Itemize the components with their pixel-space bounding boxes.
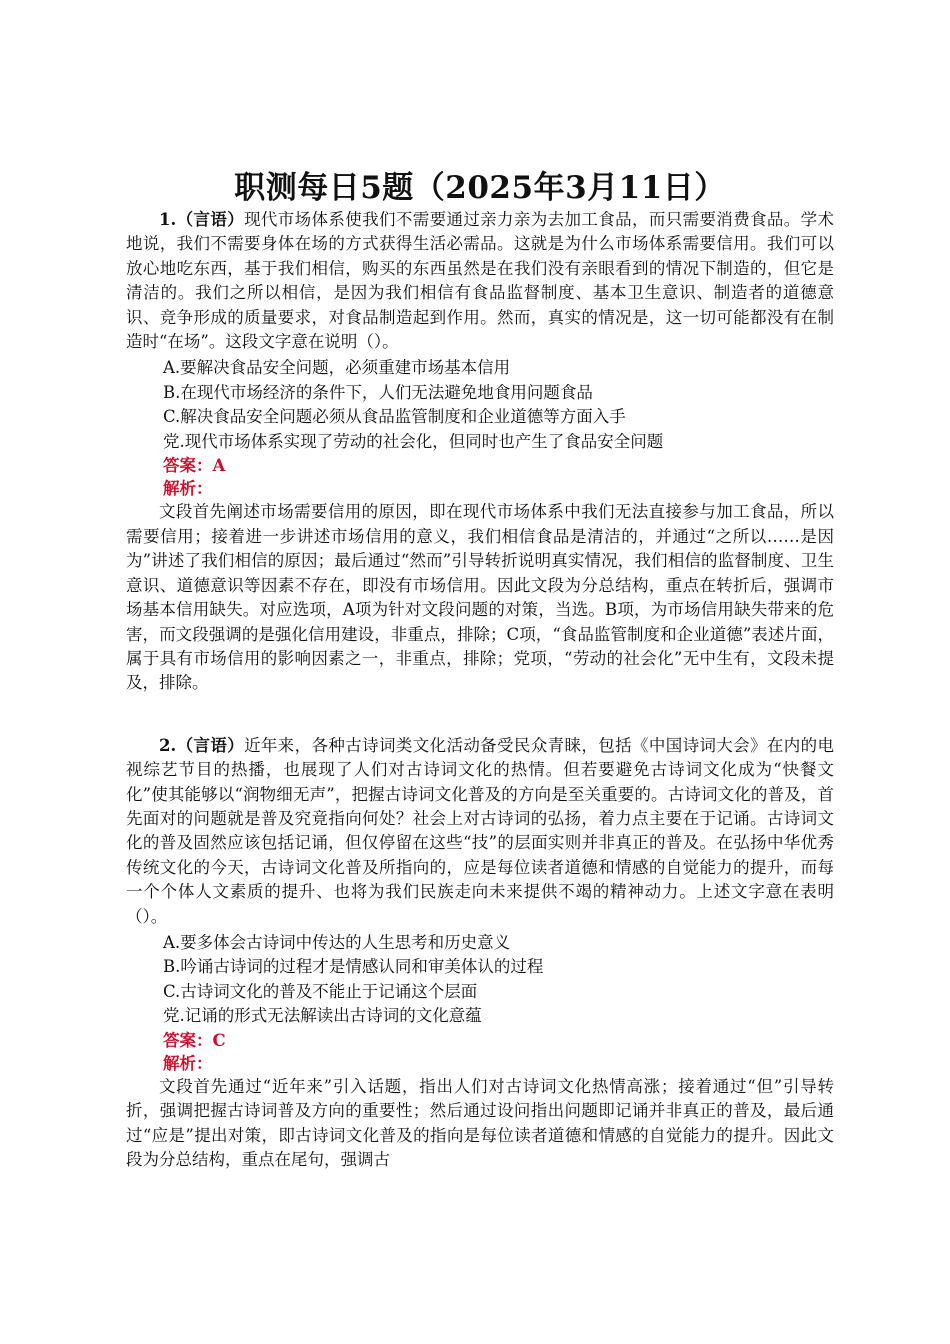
question-number: 1.（言语） (159, 210, 245, 229)
document-page (126, 168, 834, 1173)
question-text: 现代市场体系使我们不需要通过亲力亲为去加工食品，而只需要消费食品。学术地说，我们不需要身体在场的方式获得生活必需品。这就是为什么市场体系需要信用。我们可以放心地吃东西，基于我们相信，购买的东西虽然是在我们没有亲眼看到的情况下制造的，但它是清洁的。我们之所以相信，是因为我们相信有食品监督制度、基本卫生意识、制造者的道德意识、竞争形成的质量要求，对食品制造起到作用。然而，真实的情况是，这一切可能都没有在制造时“在场”。这段文字意在说明（）。 (126, 210, 834, 352)
question-number: 2.（言语） (159, 735, 245, 755)
question-stem (126, 208, 834, 354)
analysis-text: 文段首先通过“近年来”引入话题，指出人们对古诗词文化热情高涨；接着通过“但”引导转折，强调把握古诗词普及方向的重要性；然后通过设问指出问题即记诵并非真正的普及，最后通过“应是”提出对策，即古诗词文化普及的指向是每位读者道德和情感的自觉能力的提升。因此文段为分总结构，重点在尾句，强调古 (126, 1077, 834, 1170)
option-c: C.解决食品安全问题必须从食品监管制度和企业道德等方面入手 (163, 407, 626, 427)
option-d: 党.记诵的形式无法解读出古诗词的文化意蕴 (163, 1006, 482, 1026)
analysis-title: 解析： (163, 479, 213, 499)
answer: 答案：C (163, 1030, 226, 1050)
question-stem (126, 734, 834, 929)
question-2 (126, 734, 834, 1173)
question-1 (126, 208, 834, 696)
option-a: A.要解决食品安全问题，必须重建市场基本信用 (163, 358, 511, 378)
option-d: 党.现代市场体系实现了劳动的社会化，但同时也产生了食品安全问题 (163, 431, 664, 451)
page-title: 职测每日5题（2025年3月11日） (234, 170, 726, 206)
option-b: B.吟诵古诗词的过程才是情感认同和审美体认的过程 (163, 957, 544, 977)
option-a: A.要多体会古诗词中传达的人生思考和历史意义 (163, 932, 511, 952)
analysis-text: 文段首先阐述市场需要信用的原因，即在现代市场体系中我们无法直接参与加工食品，所以需要信用；接着进一步讲述市场信用的意义，我们相信食品是清洁的，并通过“之所以……是因为”讲述了我们相信的原因；最后通过“然而”引导转折说明真实情况，我们相信的监督制度、卫生意识、道德意识等因素不存在，即没有市场信用。因此文段为分总结构，重点在转折后，强调市场基本信用缺失。对应选项，A项为针对文段问题的对策，当选。B项，为市场信用缺失带来的危害，而文段强调的是强化信用建设，非重点，排除；C项，“食品监管制度和企业道德”表述片面，属于具有市场信用的影响因素之一，非重点，排除；党项，“劳动的社会化”无中生有，文段未提及，排除。 (126, 502, 834, 693)
analysis-title: 解析： (163, 1054, 213, 1073)
question-text: 近年来，各种古诗词类文化活动备受民众青睐，包括《中国诗词大会》在内的电视综艺节目的热播，也展现了人们对古诗词文化的热情。但若要避免古诗词文化成为“快餐文化”使其能够以“润物细无声”，把握古诗词文化普及的方向是至关重要的。古诗词文化的普及，首先面对的问题就是普及究竟指向何处？社会上对古诗词的弘扬，着力点主要在于记诵。古诗词文化的普及固然应该包括记诵，但仅停留在这些“技”的层面实则并非真正的普及。在弘扬中华优秀传统文化的今天，古诗词文化普及所指向的，应是每位读者道德和情感的自觉能力的提升，而每一个个体人文素质的提升、也将为我们民族走向未来提供不竭的精神动力。上述文字意在表明（）。 (126, 735, 834, 926)
answer: 答案：A (163, 456, 226, 476)
option-c: C.古诗词文化的普及不能止于记诵这个层面 (163, 981, 478, 1001)
option-b: B.在现代市场经济的条件下，人们无法避免地食用问题食品 (163, 382, 593, 402)
